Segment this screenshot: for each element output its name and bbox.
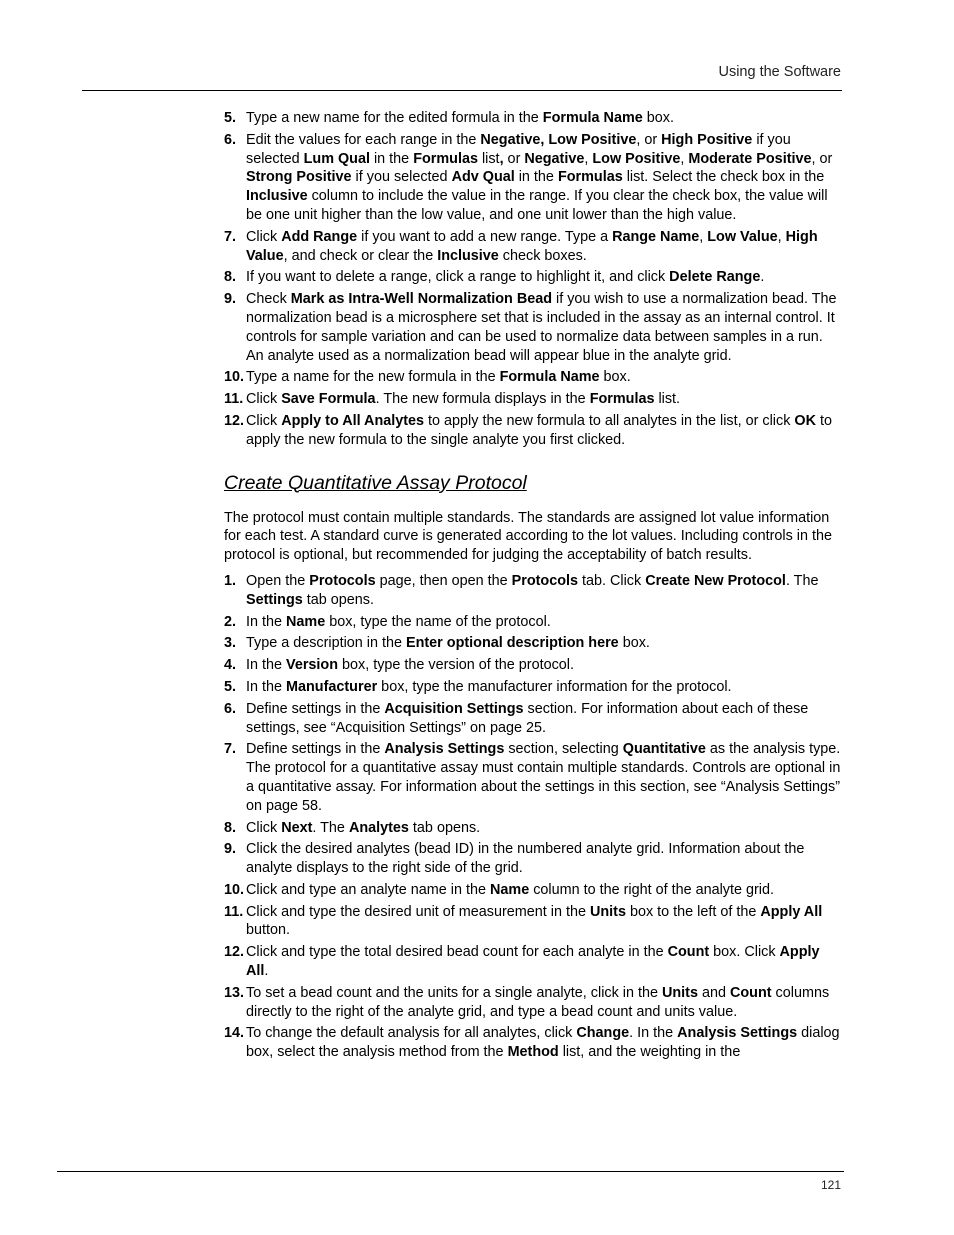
step-text: Open the Protocols page, then open the Protocols tab. Click Create New Protocol. The Settings tab opens. (246, 572, 819, 608)
step-number: 7. (224, 741, 237, 758)
step-number: 6. (224, 700, 237, 717)
step-number: 1. (224, 572, 237, 589)
step-number: 8. (224, 269, 237, 286)
list-item (224, 819, 842, 838)
step-number: 11. (224, 903, 244, 920)
step-text: Edit the values for each range in the Negative, Low Positive, or High Positive if you selected Lum Qual in the Formulas list, or Negative, Low Positive, Moderate Positive, or Strong Positive if you selected Adv Qual in the Formulas list. Select the check box in the Inclusive column to include the value in the range. If you clear the check box, the value will be one unit higher than the low value, and one unit lower than the high value. (246, 131, 833, 223)
step-text: If you want to delete a range, click a range to highlight it, and click Delete Range. (246, 269, 765, 286)
step-number: 12. (224, 412, 245, 429)
step-number: 8. (224, 819, 237, 836)
step-text: In the Manufacturer box, type the manufacturer information for the protocol. (246, 678, 732, 695)
step-number: 14. (224, 1025, 245, 1042)
header-divider (82, 90, 842, 91)
list-item (224, 740, 842, 815)
step-text: In the Name box, type the name of the protocol. (246, 613, 551, 630)
step-text: Click Next. The Analytes tab opens. (246, 819, 481, 836)
step-number: 10. (224, 369, 245, 386)
step-number: 9. (224, 291, 237, 308)
page-number: 121 (820, 1178, 841, 1192)
step-number: 5. (224, 678, 237, 695)
step-number: 5. (224, 110, 237, 126)
step-text: Click Apply to All Analytes to apply the new formula to all analytes in the list, or click OK to apply the new formula to the single analyte you first clicked. (246, 412, 832, 448)
list-item (224, 1024, 842, 1062)
page-content (224, 109, 842, 1065)
step-text: To set a bead count and the units for a single analyte, click in the Units and Count columns directly to the right of the analyte grid, and type a bead count and units value. (246, 984, 830, 1020)
step-number: 11. (224, 391, 244, 408)
footer-divider (57, 1171, 844, 1172)
list-item (224, 368, 842, 387)
step-text: Click Add Range if you want to add a new range. Type a Range Name, Low Value, High Value, and check or clear the Inclusive check boxes. (246, 228, 818, 264)
list-item (224, 109, 842, 128)
list-item (224, 943, 842, 981)
step-number: 6. (224, 131, 237, 148)
section-heading: Create Quantitative Assay Protocol (224, 471, 527, 494)
step-number: 13. (224, 984, 245, 1001)
step-number: 12. (224, 944, 245, 961)
step-number: 2. (224, 613, 237, 630)
list-item (224, 290, 842, 365)
step-number: 3. (224, 635, 237, 652)
list-item (224, 903, 842, 941)
step-text: Define settings in the Analysis Settings section, selecting Quantitative as the analysis type. The protocol for a quantitative assay must contain multiple standards. Controls are optional in a quantitative assay. For information about the settings in this section, see “Analysis Settings” on page 58. (246, 741, 841, 814)
step-text: To change the default analysis for all analytes, click Change. In the Analysis Settings dialog box, select the analysis method from the Method list, and the weighting in the (246, 1025, 840, 1061)
list-item (224, 268, 842, 287)
step-text: Type a description in the Enter optional description here box. (246, 635, 650, 652)
step-text: Click and type the desired unit of measurement in the Units box to the left of the Apply All button. (246, 903, 823, 939)
step-text: Click and type the total desired bead count for each analyte in the Count box. Click Apply All. (246, 944, 820, 980)
step-text: Define settings in the Acquisition Settings section. For information about each of these settings, see “Acquisition Settings” on page 25. (246, 700, 809, 736)
step-text: Click Save Formula. The new formula displays in the Formulas list. (246, 391, 681, 408)
list-item (224, 390, 842, 409)
formula-steps-list (224, 109, 842, 450)
step-text: Type a name for the new formula in the Formula Name box. (246, 369, 631, 386)
list-item (224, 634, 842, 653)
step-number: 9. (224, 841, 237, 858)
step-number: 4. (224, 657, 237, 674)
list-item (224, 881, 842, 900)
protocol-steps-list (224, 572, 842, 1062)
list-item (224, 613, 842, 632)
list-item (224, 412, 842, 450)
step-number: 7. (224, 228, 237, 245)
list-item (224, 984, 842, 1022)
list-item (224, 700, 842, 738)
step-text: Click and type an analyte name in the Name column to the right of the analyte grid. (246, 881, 774, 898)
step-text: In the Version box, type the version of the protocol. (246, 657, 574, 674)
step-number: 10. (224, 881, 245, 898)
list-item (224, 678, 842, 697)
list-item (224, 131, 842, 225)
running-header: Using the Software (718, 64, 841, 80)
step-text: Type a new name for the edited formula in the Formula Name box. (246, 110, 674, 126)
section-intro: The protocol must contain multiple standards. The standards are assigned lot value information for each test. A standard curve is generated according to the lot values. Including controls in the protocol is optional, but recommended for judging the acceptability of batch results. (224, 509, 832, 564)
step-text: Click the desired analytes (bead ID) in the numbered analyte grid. Information about the analyte displays to the right side of the grid. (246, 841, 805, 877)
list-item (224, 572, 842, 610)
list-item (224, 840, 842, 878)
list-item (224, 656, 842, 675)
step-text: Check Mark as Intra-Well Normalization Bead if you wish to use a normalization bead. The normalization bead is a microsphere set that is included in the assay as an internal control. It controls for sample variation and can be used to normalize data between samples in a run. An analyte used as a normalization bead will appear blue in the analyte grid. (246, 291, 837, 364)
list-item (224, 228, 842, 266)
